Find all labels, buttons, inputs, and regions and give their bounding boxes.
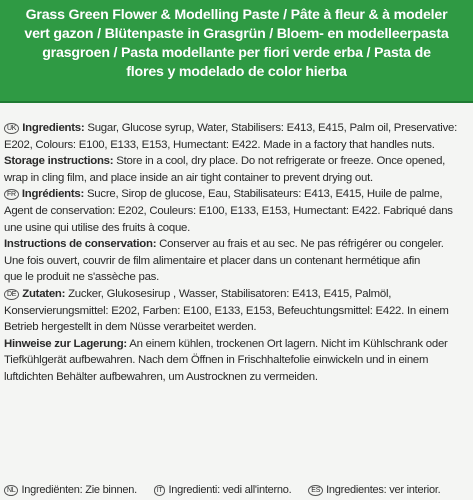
fr-ingredients-text: Sucre, Sirop de glucose, Eau, Stabilisateurs: E413, E415, Huile de palme, <box>86 188 443 201</box>
de-ingredients-text: Zucker, Glukosesirup , Wasser, Stabilisatoren: E413, E415, Palmöl, <box>68 287 392 300</box>
label-body <box>0 120 473 386</box>
de-storage-label: Hinweise zur Lagerung: <box>4 337 127 350</box>
fr-storage-label: Instructions de conservation: <box>4 238 157 251</box>
de-storage-line <box>4 336 469 353</box>
fr-language-badge: FR <box>4 189 19 200</box>
es-segment <box>308 482 440 498</box>
product-title-banner <box>0 0 473 103</box>
de-ingredients-label: Zutaten: <box>22 287 66 300</box>
fr-ingredients-line <box>4 186 469 203</box>
fr-storage-text: Conserver au frais et au sec. Ne pas réfrigérer ou congeler. <box>159 238 444 251</box>
de-storage-text: Tiefkühlgerät aufbewahren. Nach dem Öffnen in Frischhaltefolie einwickeln und in einem <box>4 354 429 367</box>
uk-storage-line <box>4 153 469 170</box>
uk-ingredients-text: E202, Colours: E100, E133, E153, Humectant: E422. Made in a factory that handles nuts. <box>4 138 435 151</box>
nl-segment <box>4 482 137 498</box>
uk-ingredients-line <box>4 120 469 137</box>
fr-storage-text: Une fois ouvert, couvrir de film alimentaire et placer dans un contenant hermétique afin <box>4 254 421 267</box>
fr-storage-line <box>4 236 469 253</box>
it-segment <box>154 482 292 498</box>
de-ingredients-text: Betrieb hergestellt in dem Nüsse verarbeitet werden. <box>4 321 257 334</box>
title-line: flores y modelado de color hierba <box>126 64 347 80</box>
other-languages-footer <box>0 482 473 498</box>
uk-storage-label: Storage instructions: <box>4 155 114 168</box>
es-ingredients-text: Ingredientes: ver interior. <box>326 484 441 496</box>
uk-storage-text: Store in a cool, dry place. Do not refrigerate or freeze. Once opened, <box>116 155 446 168</box>
title-line: Grass Green Flower & Modelling Paste / Pâte à fleur & à modeler <box>25 7 448 23</box>
de-ingredients-text: Konservierungsmittel: E202, Farben: E100, E133, E153, Befeuchtungsmittel: E422. In einem <box>4 304 449 317</box>
nl-ingredients-text: Ingrediënten: Zie binnen. <box>21 484 137 496</box>
es-language-badge: ES <box>308 485 323 496</box>
uk-language-badge: UK <box>4 123 19 134</box>
uk-storage-text: wrap in cling film, and place inside an air tight container to prevent drying out. <box>4 171 373 184</box>
fr-ingredients-text: une usine qui utilise des fruits à coque. <box>4 221 191 234</box>
uk-ingredients-text: Sugar, Glucose syrup, Water, Stabilisers: E413, E415, Palm oil, Preservative: <box>87 122 458 134</box>
title-line: vert gazon / Blütenpaste in Grasgrün / Bloem- en modelleerpasta <box>24 26 449 42</box>
de-ingredients-line <box>4 286 469 303</box>
fr-ingredients-label: Ingrédients: <box>21 188 85 201</box>
nl-language-badge: NL <box>4 485 18 496</box>
fr-storage-text: que le produit ne s'assèche pas. <box>4 271 160 284</box>
fr-ingredients-text: Agent de conservation: E202, Couleurs: E100, E133, E153, Humectant: E422. Fabriqué dans <box>4 204 453 217</box>
it-language-badge: IT <box>154 485 166 496</box>
de-storage-text: An einem kühlen, trockenen Ort lagern. Nicht im Kühlschrank oder <box>129 337 448 350</box>
title-line: grasgroen / Pasta modellante per fiori verde erba / Pasta de <box>42 45 431 61</box>
de-language-badge: DE <box>4 289 19 300</box>
de-storage-text: luftdichten Behälter aufbewahren, um Austrocknen zu vermeiden. <box>4 370 318 383</box>
it-ingredients-text: Ingredienti: vedi all'interno. <box>168 484 292 496</box>
uk-ingredients-label: Ingredients: <box>22 122 85 134</box>
